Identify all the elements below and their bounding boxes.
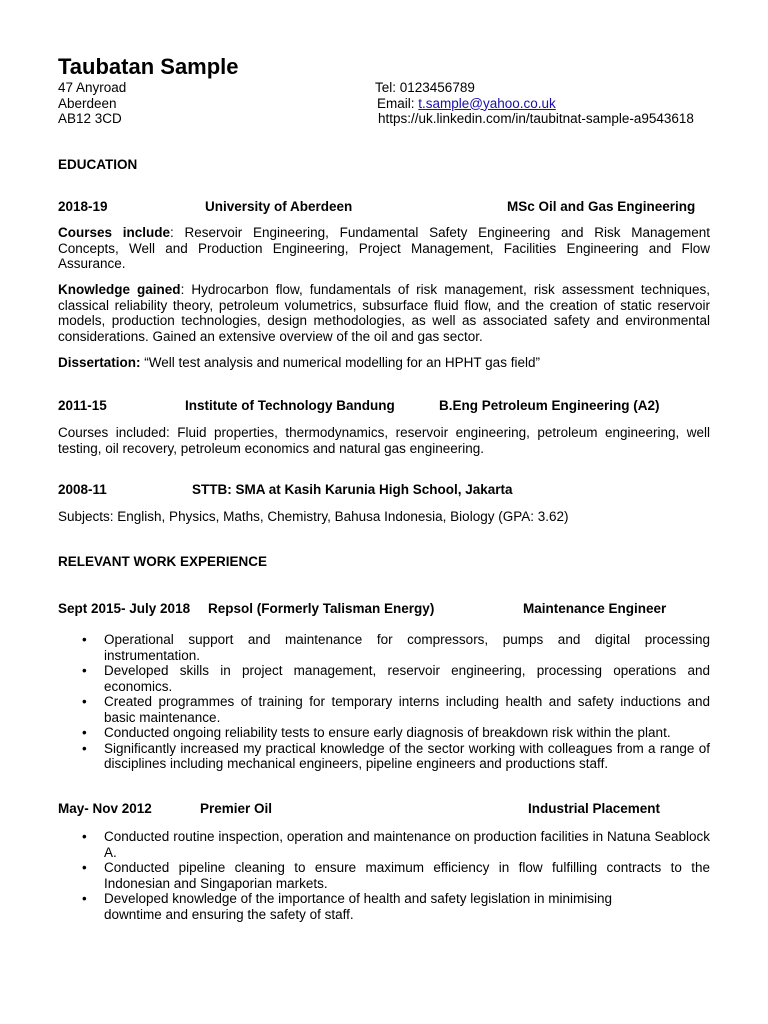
job-role: Industrial Placement (528, 801, 661, 816)
list-item: • Operational support and maintenance for compressors, pumps and digital processing instrumentation. (58, 632, 710, 663)
edu-years: 2008-11 (58, 482, 107, 497)
job-company: Repsol (Formerly Talisman Energy) (208, 601, 435, 616)
job-role: Maintenance Engineer (523, 601, 667, 616)
address-block (58, 80, 126, 127)
edu-years: 2011-15 (58, 398, 107, 413)
list-item: • Conducted ongoing reliability tests to ensure early diagnosis of breakdown risk within the plant. (58, 725, 710, 741)
edu-degree: B.Eng Petroleum Engineering (A2) (439, 398, 660, 413)
knowledge-label: Knowledge gained (58, 282, 181, 297)
job-dates: May- Nov 2012 (58, 801, 152, 816)
edu-degree: MSc Oil and Gas Engineering (507, 199, 696, 214)
list-item: • Conducted pipeline cleaning to ensure maximum efficiency in flow fulfilling contracts to the Indonesian and Singaporian markets. (58, 860, 710, 891)
list-item: • Conducted routine inspection, operation and maintenance on production facilities in Natuna Seablock A. (58, 829, 710, 860)
education-heading: EDUCATION (58, 157, 138, 172)
list-item: • Developed skills in project management, reservoir engineering, processing operations and economics. (58, 663, 710, 694)
list-item: • Significantly increased my practical knowledge of the sector working with colleagues from a range of disciplines including mechanical engineers, pipeline engineers and productions staff. (58, 741, 710, 772)
courses-paragraph (58, 225, 710, 272)
dissertation-label: Dissertation: (58, 355, 141, 370)
edu-institution: University of Aberdeen (205, 199, 353, 214)
address-line: AB12 3CD (58, 111, 122, 126)
email-line (375, 96, 694, 112)
job-company: Premier Oil (200, 801, 273, 816)
courses-text: : Reservoir Engineering, Fundamental Safety Engineering and Risk Management Concepts, Well and Production Engineering, Project Management, Facilities Engineering and Flow Assurance. (58, 225, 710, 271)
dissertation-text: “Well test analysis and numerical modelling for an HPHT gas field” (140, 355, 540, 370)
job-bullet-list (58, 632, 710, 772)
experience-heading: RELEVANT WORK EXPERIENCE (58, 554, 268, 569)
list-item: • Developed knowledge of the importance of health and safety legislation in minimising downtime and ensuring the safety of staff. (58, 891, 710, 922)
address-line: 47 Anyroad (58, 80, 127, 95)
edu-institution: Institute of Technology Bandung (185, 398, 395, 413)
dissertation-paragraph (58, 355, 710, 371)
knowledge-text: : Hydrocarbon flow, fundamentals of risk management, risk assessment techniques, classical reliability theory, petroleum volumetrics, subsurface fluid flow, and the creation of static reservoir models, production technologies, design methodologies, as well as associated safety and environmental considerations. Gained an extensive overview of the oil and gas sector. (58, 282, 710, 344)
email-link[interactable]: t.sample@yahoo.co.uk (418, 95, 556, 111)
subjects-paragraph: Subjects: English, Physics, Maths, Chemistry, Bahusa Indonesia, Biology (GPA: 3.62) (58, 509, 569, 524)
contact-block (375, 80, 694, 127)
edu-institution: STTB: SMA at Kasih Karunia High School, Jakarta (192, 482, 513, 497)
edu-years: 2018-19 (58, 199, 108, 214)
courses-label: Courses include (58, 225, 171, 240)
courses-paragraph: Courses included: Fluid properties, thermodynamics, reservoir engineering, petroleum engineering, well testing, oil recovery, petroleum economics and natural gas engineering. (58, 425, 710, 456)
telephone: Tel: 0123456789 (375, 80, 475, 95)
linkedin-url: https://uk.linkedin.com/in/taubitnat-sample-a9543618 (378, 111, 694, 126)
list-item: • Created programmes of training for temporary interns including health and safety inductions and basic maintenance. (58, 694, 710, 725)
candidate-name: Taubatan Sample (58, 54, 239, 79)
email-label: Email: (377, 95, 419, 111)
address-line: Aberdeen (58, 95, 117, 111)
job-dates: Sept 2015- July 2018 (58, 601, 191, 616)
knowledge-paragraph (58, 282, 710, 344)
job-bullet-list (58, 829, 710, 922)
